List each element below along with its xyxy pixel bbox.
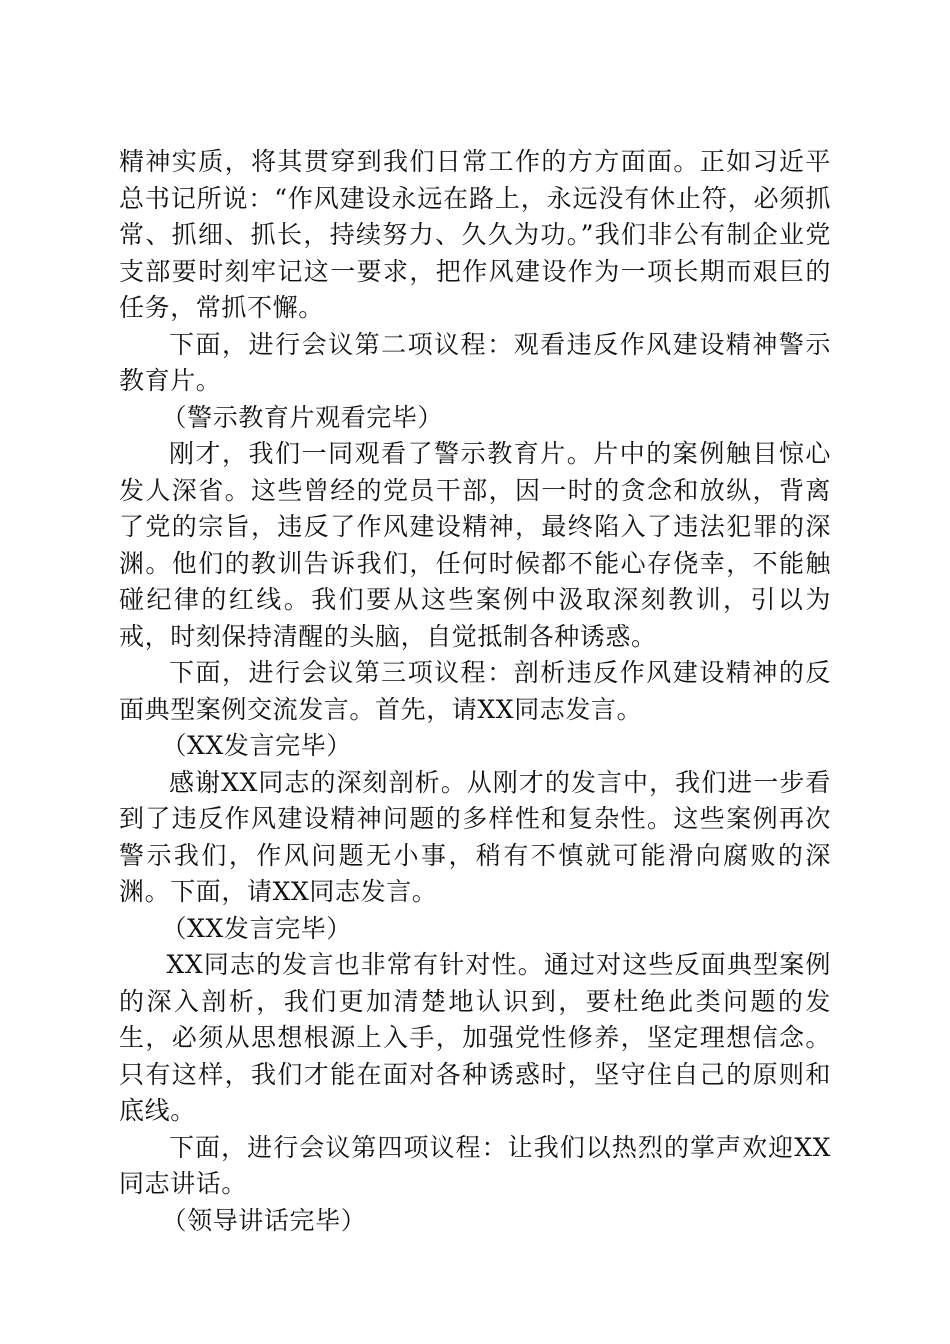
paragraph-second-speaker-comment: XX同志的发言也非常有针对性。通过对这些反面典型案例的深入剖析，我们更加清楚地认识到，要杜绝此类问题的发生，必须从思想根源上入手，加强党性修养，坚定理想信念。只有这样，我们才能在面对各种诱惑时，坚守住自己的原则和底线。 <box>119 950 831 1125</box>
paragraph-agenda-item-4: 下面，进行会议第四项议程：让我们以热烈的掌声欢迎XX同志讲话。 <box>119 1132 831 1198</box>
paragraph-video-finished: （警示教育片观看完毕） <box>161 402 444 432</box>
paragraph-thanks-speaker: 感谢XX同志的深刻剖析。从刚才的发言中，我们进一步看到了违反作风建设精神问题的多样性和复杂性。这些案例再次警示我们，作风问题无小事，稍有不慎就可能滑向腐败的深渊。下面，请XX同志发言。 <box>119 767 831 906</box>
paragraph-continuation: 精神实质，将其贯穿到我们日常工作的方方面面。正如习近平总书记所说：“作风建设永远在路上，永远没有休止符，必须抓常、抓细、抓长，持续努力、久久为功。”我们非公有制企业党支部要时刻牢记这一要求，把作风建设作为一项长期而艰巨的任务，常抓不懈。 <box>119 147 831 322</box>
paragraph-leader-speech-finished: （领导讲话完毕） <box>161 1205 367 1235</box>
paragraph-agenda-item-2: 下面，进行会议第二项议程：观看违反作风建设精神警示教育片。 <box>119 329 831 395</box>
paragraph-agenda-item-3: 下面，进行会议第三项议程：剖析违反作风建设精神的反面典型案例交流发言。首先，请XX同志发言。 <box>119 658 831 724</box>
paragraph-speech-finished-1: （XX发言完毕） <box>161 731 352 760</box>
document-page <box>119 144 831 1239</box>
paragraph-speech-finished-2: （XX发言完毕） <box>161 913 352 943</box>
paragraph-video-reflection: 刚才，我们一同观看了警示教育片。片中的案例触目惊心发人深省。这些曾经的党员干部，因一时的贪念和放纵，背离了党的宗旨，违反了作风建设精神，最终陷入了违法犯罪的深渊。他们的教训告诉我们，任何时候都不能心存侥幸，不能触碰纪律的红线。我们要从这些案例中汲取深刻教训，引以为戒，时刻保持清醒的头脑，自觉抵制各种诱惑。 <box>119 439 831 651</box>
